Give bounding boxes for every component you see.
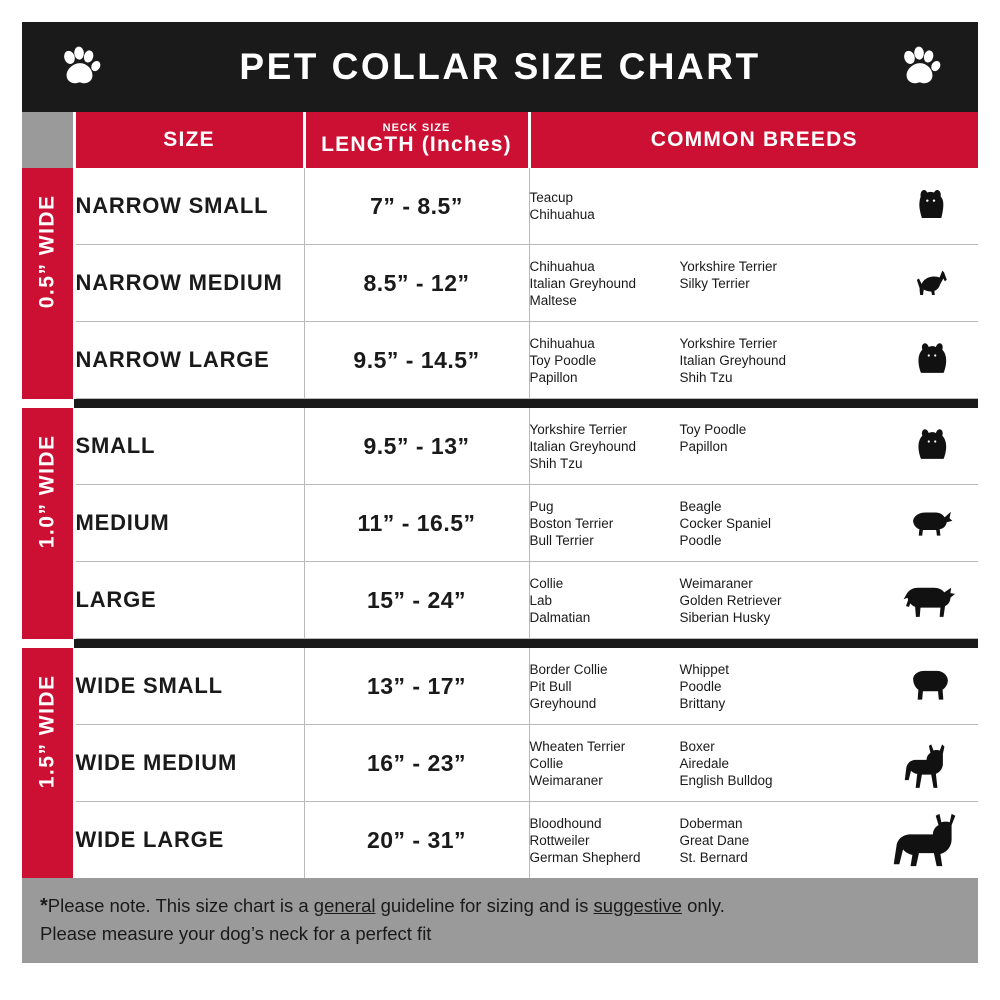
breed-item: Chihuahua <box>529 258 595 274</box>
breed-item: St. Bernard <box>679 849 748 865</box>
header-blank <box>22 112 74 168</box>
header-length <box>304 112 529 168</box>
breed-column-2 <box>680 335 850 386</box>
footer-text-c: only. <box>681 895 725 916</box>
breed-column-2 <box>680 738 850 789</box>
breed-column-1 <box>530 575 680 626</box>
breed-column-1 <box>530 738 680 789</box>
breed-item: Chihuahua <box>529 335 595 351</box>
breed-item: Italian Greyhound <box>529 438 637 454</box>
breed-item: Shih Tzu <box>529 455 583 471</box>
breed-item: Papillon <box>529 369 578 385</box>
common-breeds <box>529 725 978 802</box>
breed-item: Italian Greyhound <box>529 275 637 291</box>
breed-item: Maltese <box>529 292 577 308</box>
breed-item: Siberian Husky <box>679 609 771 625</box>
breed-column-1 <box>530 498 680 549</box>
table-row <box>22 322 978 399</box>
footer-underline-suggestive: suggestive <box>593 895 682 916</box>
breed-item: Shih Tzu <box>679 369 733 385</box>
breed-item: Boxer <box>679 738 715 754</box>
neck-length: 7” - 8.5” <box>304 168 529 245</box>
breed-item: Border Collie <box>529 661 608 677</box>
breed-item: Rottweiler <box>529 832 590 848</box>
table-header-row <box>22 112 978 168</box>
width-label-text: 1.0” WIDE <box>35 434 59 549</box>
breed-item: Weimaraner <box>529 772 603 788</box>
dog-silhouette-papillon-icon <box>886 414 978 478</box>
table-row <box>22 408 978 485</box>
table-row <box>22 725 978 802</box>
breed-item: Yorkshire Terrier <box>529 421 628 437</box>
table-row <box>22 168 978 245</box>
size-name: SMALL <box>74 408 304 485</box>
breed-item: Wheaten Terrier <box>529 738 626 754</box>
header-length-sub: NECK SIZE <box>382 122 451 134</box>
footer-text-b: guideline for sizing and is <box>375 895 594 916</box>
size-name: LARGE <box>74 562 304 639</box>
breed-item: Bloodhound <box>529 815 602 831</box>
dog-silhouette-bulldog-icon <box>886 654 978 718</box>
breed-item: English Bulldog <box>679 772 773 788</box>
neck-length: 15” - 24” <box>304 562 529 639</box>
dog-silhouette-doberman-icon <box>886 808 978 872</box>
width-label-text: 1.5” WIDE <box>35 674 59 789</box>
breed-item: Lab <box>529 592 553 608</box>
width-label-text: 0.5” WIDE <box>35 194 59 309</box>
asterisk-icon: * <box>40 895 48 917</box>
footer-text-a: Please note. This size chart is a <box>47 895 314 916</box>
breed-item: Collie <box>529 575 564 591</box>
breed-item: Pit Bull <box>529 678 572 694</box>
neck-length: 9.5” - 14.5” <box>304 322 529 399</box>
breed-item: Whippet <box>679 661 730 677</box>
breed-item: Italian Greyhound <box>679 352 787 368</box>
breed-item: Greyhound <box>529 695 597 711</box>
breed-item: Yorkshire Terrier <box>679 335 778 351</box>
breed-column-1 <box>530 258 680 309</box>
breed-item: Great Dane <box>679 832 750 848</box>
neck-length: 16” - 23” <box>304 725 529 802</box>
header-breeds: COMMON BREEDS <box>529 112 978 168</box>
size-name: NARROW SMALL <box>74 168 304 245</box>
chart-header <box>22 22 978 112</box>
dog-silhouette-papillon-icon <box>886 328 978 392</box>
size-name: NARROW LARGE <box>74 322 304 399</box>
header-length-main: LENGTH (Inches) <box>321 133 512 156</box>
group-separator <box>22 399 978 409</box>
width-label-group-0 <box>22 168 74 399</box>
breed-column-2 <box>680 815 850 866</box>
breed-item: Bull Terrier <box>529 532 594 548</box>
dog-silhouette-retriever-icon <box>886 568 978 632</box>
size-name: WIDE MEDIUM <box>74 725 304 802</box>
breed-column-2 <box>680 575 850 626</box>
breed-item: Brittany <box>679 695 726 711</box>
breed-item: Golden Retriever <box>679 592 782 608</box>
common-breeds <box>529 562 978 639</box>
paw-icon <box>57 44 103 90</box>
size-table <box>22 112 978 878</box>
common-breeds <box>529 322 978 399</box>
breed-column-1 <box>530 189 680 223</box>
table-row <box>22 648 978 725</box>
breed-item: German Shepherd <box>529 849 641 865</box>
common-breeds <box>529 802 978 879</box>
breed-item: Poodle <box>679 678 722 694</box>
footer-note <box>22 878 978 963</box>
group-separator <box>22 639 978 649</box>
neck-length: 8.5” - 12” <box>304 245 529 322</box>
breed-item: Poodle <box>679 532 722 548</box>
table-row <box>22 245 978 322</box>
common-breeds <box>529 408 978 485</box>
breed-column-1 <box>530 815 680 866</box>
table-row <box>22 562 978 639</box>
common-breeds <box>529 168 978 245</box>
breed-item: Toy Poodle <box>529 352 597 368</box>
breed-column-2 <box>680 189 850 223</box>
breed-item: Weimaraner <box>679 575 753 591</box>
breed-column-1 <box>530 335 680 386</box>
breed-item: Doberman <box>679 815 743 831</box>
dog-silhouette-chihuahua-icon <box>886 251 978 315</box>
size-name: MEDIUM <box>74 485 304 562</box>
breed-item: Chihuahua <box>529 207 595 222</box>
neck-length: 13” - 17” <box>304 648 529 725</box>
common-breeds <box>529 485 978 562</box>
footer-underline-general: general <box>313 895 376 916</box>
size-name: NARROW MEDIUM <box>74 245 304 322</box>
breed-item: Collie <box>529 755 564 771</box>
neck-length: 11” - 16.5” <box>304 485 529 562</box>
breed-item: Airedale <box>679 755 730 771</box>
dog-silhouette-boxer-icon <box>886 731 978 795</box>
breed-item: Dalmatian <box>529 609 591 625</box>
table-row <box>22 802 978 879</box>
breed-column-1 <box>530 421 680 472</box>
breed-column-2 <box>680 661 850 712</box>
breed-item: Papillon <box>679 438 728 454</box>
dog-silhouette-yorkie-icon <box>886 174 978 238</box>
neck-length: 20” - 31” <box>304 802 529 879</box>
size-name: WIDE LARGE <box>74 802 304 879</box>
paw-icon <box>897 44 943 90</box>
breed-column-2 <box>680 498 850 549</box>
size-name: WIDE SMALL <box>74 648 304 725</box>
header-size: SIZE <box>74 112 304 168</box>
table-row <box>22 485 978 562</box>
breed-item: Toy Poodle <box>679 421 747 437</box>
dog-silhouette-pug-icon <box>886 491 978 555</box>
breed-item: Teacup <box>529 190 574 205</box>
common-breeds <box>529 648 978 725</box>
footer-line-1 <box>40 892 960 920</box>
neck-length: 9.5” - 13” <box>304 408 529 485</box>
footer-line-2: Please measure your dog’s neck for a perfect fit <box>40 923 432 944</box>
breed-column-2 <box>680 258 850 309</box>
width-label-group-2 <box>22 648 74 878</box>
page-title: PET COLLAR SIZE CHART <box>239 46 761 87</box>
common-breeds <box>529 245 978 322</box>
breed-item: Pug <box>529 498 554 514</box>
breed-column-1 <box>530 661 680 712</box>
breed-item: Silky Terrier <box>679 275 750 291</box>
width-label-group-1 <box>22 408 74 639</box>
breed-column-2 <box>680 421 850 472</box>
breed-item: Cocker Spaniel <box>679 515 772 531</box>
breed-item: Beagle <box>679 498 722 514</box>
breed-item: Yorkshire Terrier <box>679 258 778 274</box>
breed-item: Boston Terrier <box>529 515 614 531</box>
